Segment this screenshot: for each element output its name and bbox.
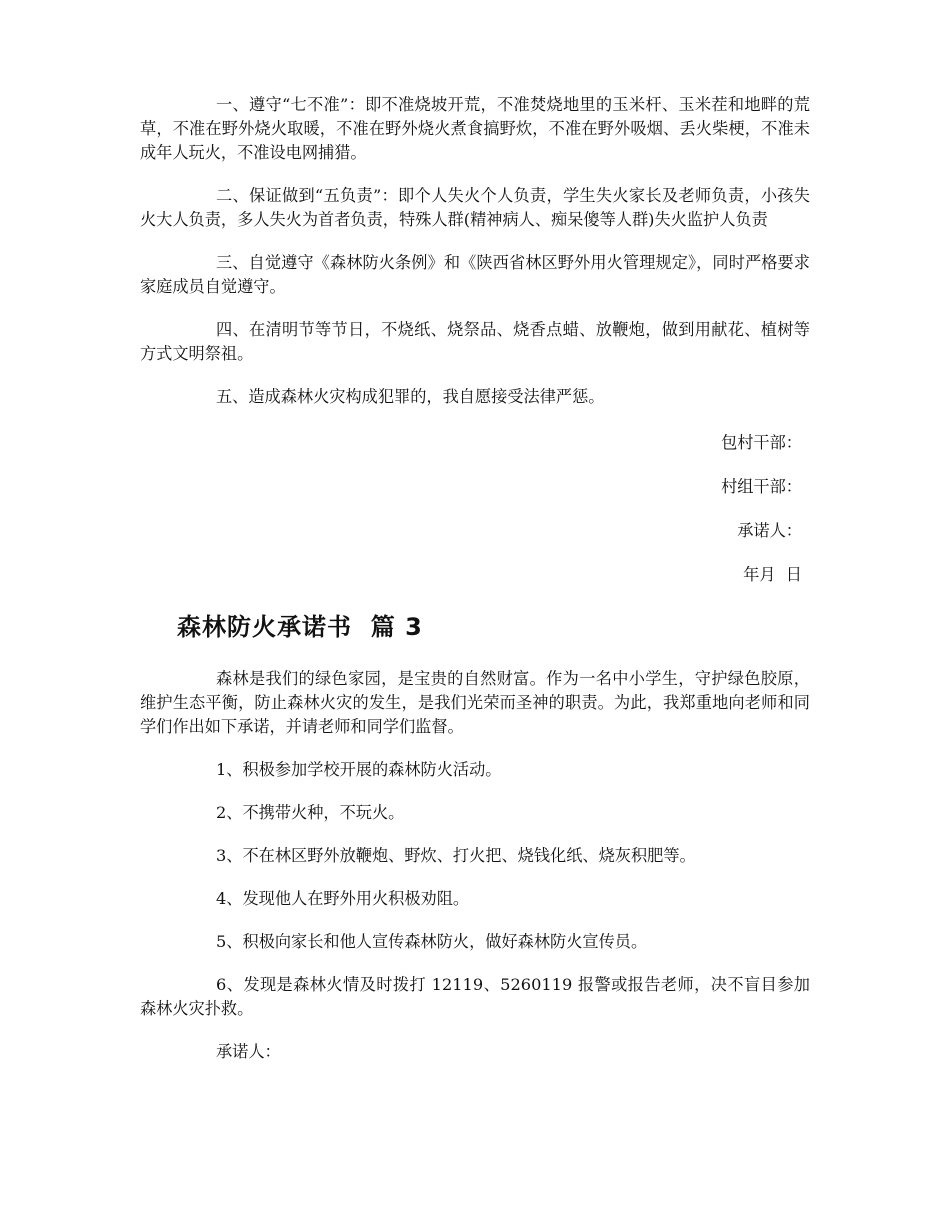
pledge-item-1: 一、遵守“七不准”：即不准烧坡开荒，不准焚烧地里的玉米杆、玉米茬和地畔的荒草，不准在野外烧火取暖，不准在野外烧火煮食搞野炊，不准在野外吸烟、丢火柴梗，不准未成年人玩火，不准设电网捕猎。 xyxy=(140,95,810,162)
commitment-promiser: 承诺人： xyxy=(216,1042,281,1061)
signature-date: 年月 日 xyxy=(743,565,802,584)
pledge-item-4: 四、在清明节等节日，不烧纸、烧祭品、烧香点蜡、放鞭炮，做到用献花、植树等方式文明祭祖。 xyxy=(140,320,810,363)
pledge-item-3: 三、自觉遵守《森林防火条例》和《陕西省林区野外用火管理规定》，同时严格要求家庭成员自觉遵守。 xyxy=(140,253,810,296)
commitment-item-2: 2、不携带火种，不玩火。 xyxy=(216,803,405,822)
signature-promiser: 承诺人： xyxy=(737,521,802,540)
commitment-item-5: 5、积极向家长和他人宣传森林防火，做好森林防火宣传员。 xyxy=(216,932,648,951)
commitment-item-1: 1、积极参加学校开展的森林防火活动。 xyxy=(216,760,502,779)
commitment-item-4: 4、发现他人在野外用火积极劝阻。 xyxy=(216,889,470,908)
pledge-item-2: 二、保证做到“五负责”：即个人失火个人负责，学生失火家长及老师负责，小孩失火大人负责，多人失火为首者负责，特殊人群(精神病人、痴呆傻等人群)失火监护人负责 xyxy=(140,186,810,229)
intro-paragraph: 森林是我们的绿色家园，是宝贵的自然财富。作为一名中小学生，守护绿色胶原，维护生态平衡，防止森林火灾的发生，是我们光荣而圣神的职责。为此，我郑重地向老师和同学们作出如下承诺，并请老师和同学们监督。 xyxy=(140,669,810,736)
pledge-item-5: 五、造成森林火灾构成犯罪的，我自愿接受法律严惩。 xyxy=(216,387,605,406)
commitment-item-3: 3、不在林区野外放鞭炮、野炊、打火把、烧钱化纸、烧灰积肥等。 xyxy=(216,846,696,865)
signature-village-cadre: 包村干部： xyxy=(721,433,802,452)
document-content xyxy=(140,93,810,1064)
signature-group-cadre: 村组干部： xyxy=(721,477,802,496)
section-title: 森林防火承诺书 篇 3 xyxy=(177,613,423,641)
commitment-item-6: 6、发现是森林火情及时拨打 12119、5260119 报警或报告老师，决不盲目参加森林火灾扑救。 xyxy=(140,975,810,1018)
